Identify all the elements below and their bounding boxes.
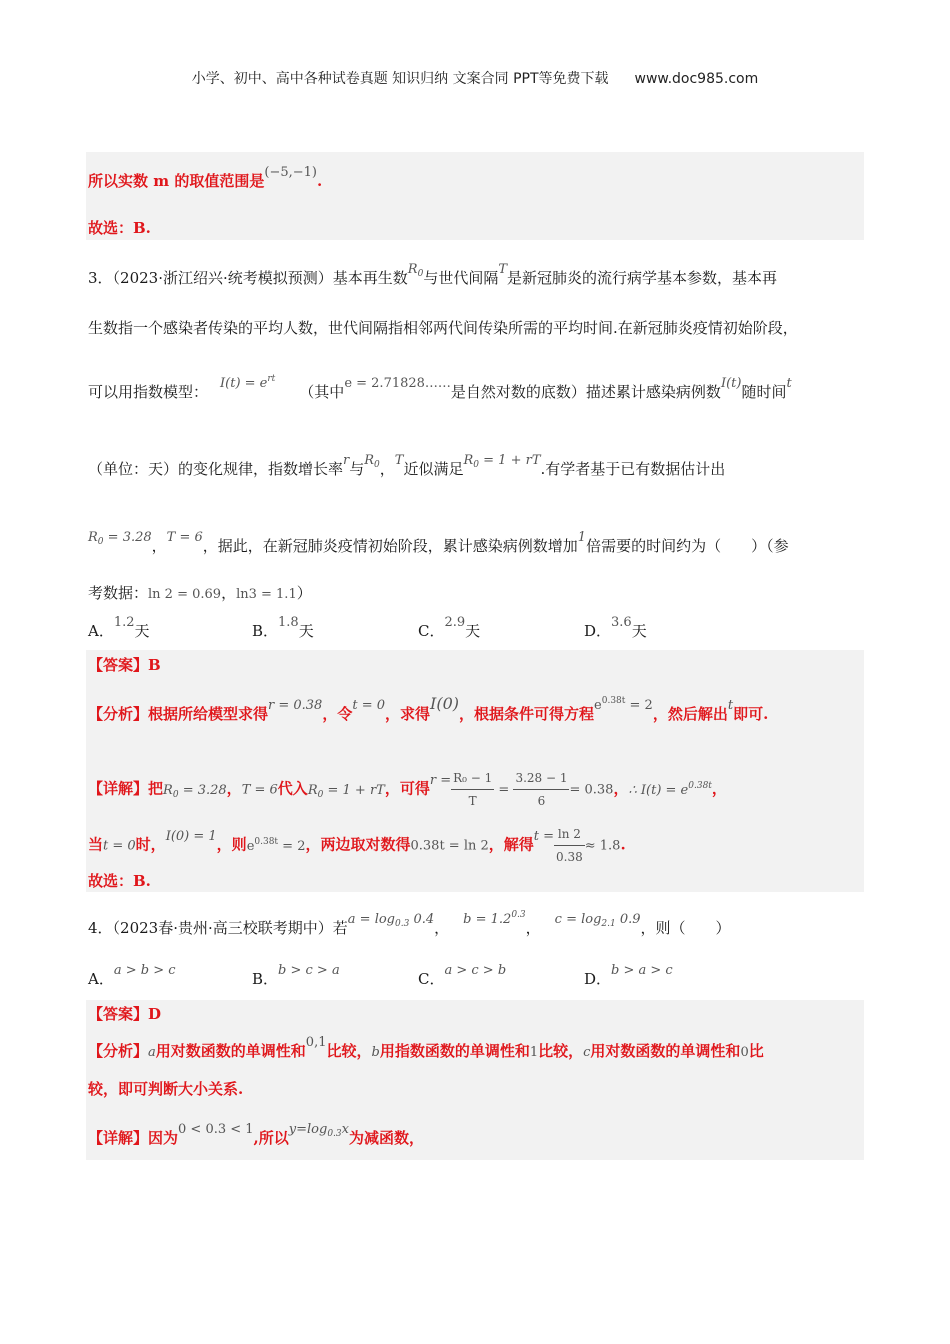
q4-option-b[interactable]: B．b > c > a: [252, 963, 340, 988]
q4-option-a[interactable]: A．a > b > c: [88, 963, 176, 988]
q3-line2: 生数指一个感染者传染的平均人数，世代间隔指相邻两代间传染所需的平均时间.在新冠肺炎疫情初始阶段，: [88, 319, 798, 337]
q4-option-c[interactable]: C．a > c > b: [418, 963, 507, 988]
q3-option-a[interactable]: A．1.2天: [88, 615, 150, 640]
q3-choice: 故选：B.: [88, 872, 151, 890]
q3-line3: 可以用指数模型： $I(t) = e^{rt}$（其中e = 2.71828……是自然对数的底数）描述累计感染病例数I(t)随时间t: [88, 374, 792, 401]
q3-source: （2023·浙江绍兴·统考模拟预测）: [112, 269, 333, 287]
header-text: 小学、初中、高中各种试卷真题 知识归纳 文案合同 PPT等免费下载: [191, 71, 609, 87]
q2-solution-block: [86, 152, 864, 240]
q4-line1: 4．（2023春·贵州·高三校联考期中）若$a = \log_{0.3} 0.4$， $b = 1.2^{0.3}$， $c = \log_{2.1} 0.9$，则（ ）: [88, 910, 731, 937]
q3-answer: 【答案】B: [88, 656, 161, 674]
q3-detail: 【详解】把$R_0 = 3.28$，T = 6代入$R_0 = 1$ + rT，可得r = $\frac{\text{R₀ − 1}}{T}$ = $\frac{3.28 - 1}{6}$ = 0.38，∴ $I(t) = e^{0.38t}$，: [88, 767, 727, 812]
q4-analysis2: 较，即可判断大小关系.: [88, 1080, 244, 1098]
q3-number: 3．: [88, 269, 113, 287]
q3-line6: 考数据：ln 2 = 0.69，ln3 = 1.1）: [88, 584, 312, 602]
q3-option-c[interactable]: C．2.9天: [418, 615, 481, 640]
q3-line5: $R_0 = 3.28$，T = 6，据此，在新冠肺炎疫情初始阶段，累计感染病例数增加1倍需要的时间约为（ ）（参: [88, 530, 789, 555]
q3-option-d[interactable]: D．3.6天: [584, 615, 647, 640]
q3-detail2: 当t = 0时，I(0) = 1，则$e^{0.38t} = 2$，两边取对数得0.38t = ln 2，解得t = $\frac{\ln 2}{0.38}$ ≈ 1.8.: [88, 823, 626, 868]
q3-line4: （单位：天）的变化规律，指数增长率r与$R_0$，T近似满足$R_0 = 1$ + rT.有学者基于已有数据估计出: [88, 453, 726, 478]
q2-conclusion: 所以实数 m 的取值范围是(−5,−1).: [88, 165, 323, 190]
q4-option-d[interactable]: D．b > a > c: [584, 963, 673, 988]
range-math: (−5,−1): [264, 165, 317, 180]
q4-number: 4．: [88, 919, 113, 937]
q4-source: （2023春·贵州·高三校联考期中）: [112, 919, 333, 937]
q3-option-b[interactable]: B．1.8天: [252, 615, 314, 640]
q4-detail: 【详解】因为0 < 0.3 < 1,所以$y=\log_{0.3}x$为减函数，: [88, 1122, 425, 1147]
q4-analysis: 【分析】a用对数函数的单调性和0,1比较，b用指数函数的单调性和1比较，c用对数函数的单调性和0比: [88, 1035, 764, 1060]
page-header: [0, 68, 950, 88]
q2-choice: 故选：B.: [88, 219, 151, 237]
q3-analysis: 【分析】根据所给模型求得r = 0.38，令t = 0，求得I(0)，根据条件可得方程$e^{0.38t} = 2$，然后解出t即可.: [88, 694, 769, 723]
header-url[interactable]: www.doc985.com: [634, 71, 759, 87]
q4-answer: 【答案】D: [88, 1005, 162, 1023]
q3-line1: 3．（2023·浙江绍兴·统考模拟预测）基本再生数$R_0$与世代间隔T是新冠肺炎的流行病学基本参数，基本再: [88, 262, 778, 287]
